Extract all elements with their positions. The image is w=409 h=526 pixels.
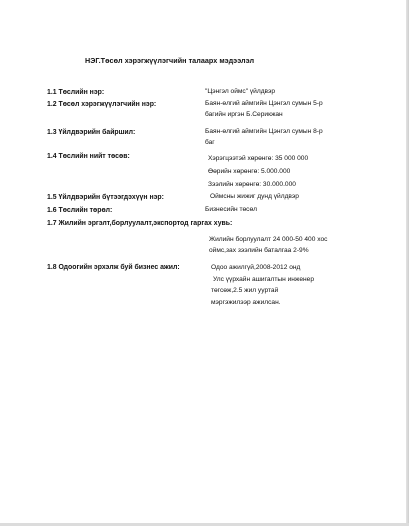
item-label-current-business: 1.8 Одоогийн эрхэлж буй бизнес ажил: [47,264,180,271]
item-label-budget: 1.4 Төслийн нийт төсөв: [47,153,130,160]
item-label-product: 1.5 Үйлдвэрийн бүтээгдэхүүн нэр: [47,194,164,201]
value-line: Одоо ажилгүй,2008-2012 онд [211,264,301,271]
value-line: Баян-өлгий аймгийн Цэнгэл сумын 8-р [205,128,323,135]
value-line: мэргэжилээр ажилсан. [211,298,281,306]
value-line: Хэрэгцээтэй хөрөнгө: 35 000 000 [208,155,309,162]
value-line: Зээлийн хөрөнгө: 30.000.000 [208,181,296,188]
value-line: оймс,зах зээлийн баталгаа 2-9% [209,246,309,254]
item-label-turnover: 1.7 Жилийн эргэлт,борлуулалт,экспортод гаргах хувь: [47,220,233,227]
item-value-project-name [205,87,275,98]
value-line: Жилийн борлуулалт 24 000-50 400 хос [209,236,328,243]
item-value-product [210,192,299,203]
value-line: Өөрийн хөрөнгө: 5.000.000 [208,168,291,175]
value-line: төгсөж,2.5 жил ууртай [211,287,279,294]
item-label-implementer: 1.2 Төсөл хэрэгжүүлэгчийн нэр: [47,101,157,108]
item-value-budget [208,152,308,191]
item-label-project-name: 1.1 Төслийн нэр: [47,89,105,96]
item-label-project-type: 1.6 Төслийн төрөл: [47,207,113,214]
item-value-current-business [211,262,314,308]
item-value-project-type [205,205,257,216]
item-value-location [205,127,323,148]
item-label-location: 1.3 Үйлдвэрийн байршил: [47,129,136,136]
value-line: Бизнесийн төсөл [205,206,257,213]
item-value-implementer [205,99,323,120]
document-title: НЭГ.Төсөл хэрэгжүүлэгчийн талаарх мэдээлэл [85,56,255,65]
value-line: "Цэнгэл оймс" үйлдвэр [205,88,276,95]
value-line: Улс үүрхайн ашигалтын инженер [213,275,314,283]
item-value-turnover [209,235,327,256]
value-line: баг [205,138,215,146]
value-line: Баян-өлгий аймгийн Цэнгэл сумын 5-р [205,100,323,107]
value-line: багийн иргэн Б.Серикжан [205,110,283,118]
value-line: Оймсны жижиг дунд үйлдвэр [210,193,299,200]
